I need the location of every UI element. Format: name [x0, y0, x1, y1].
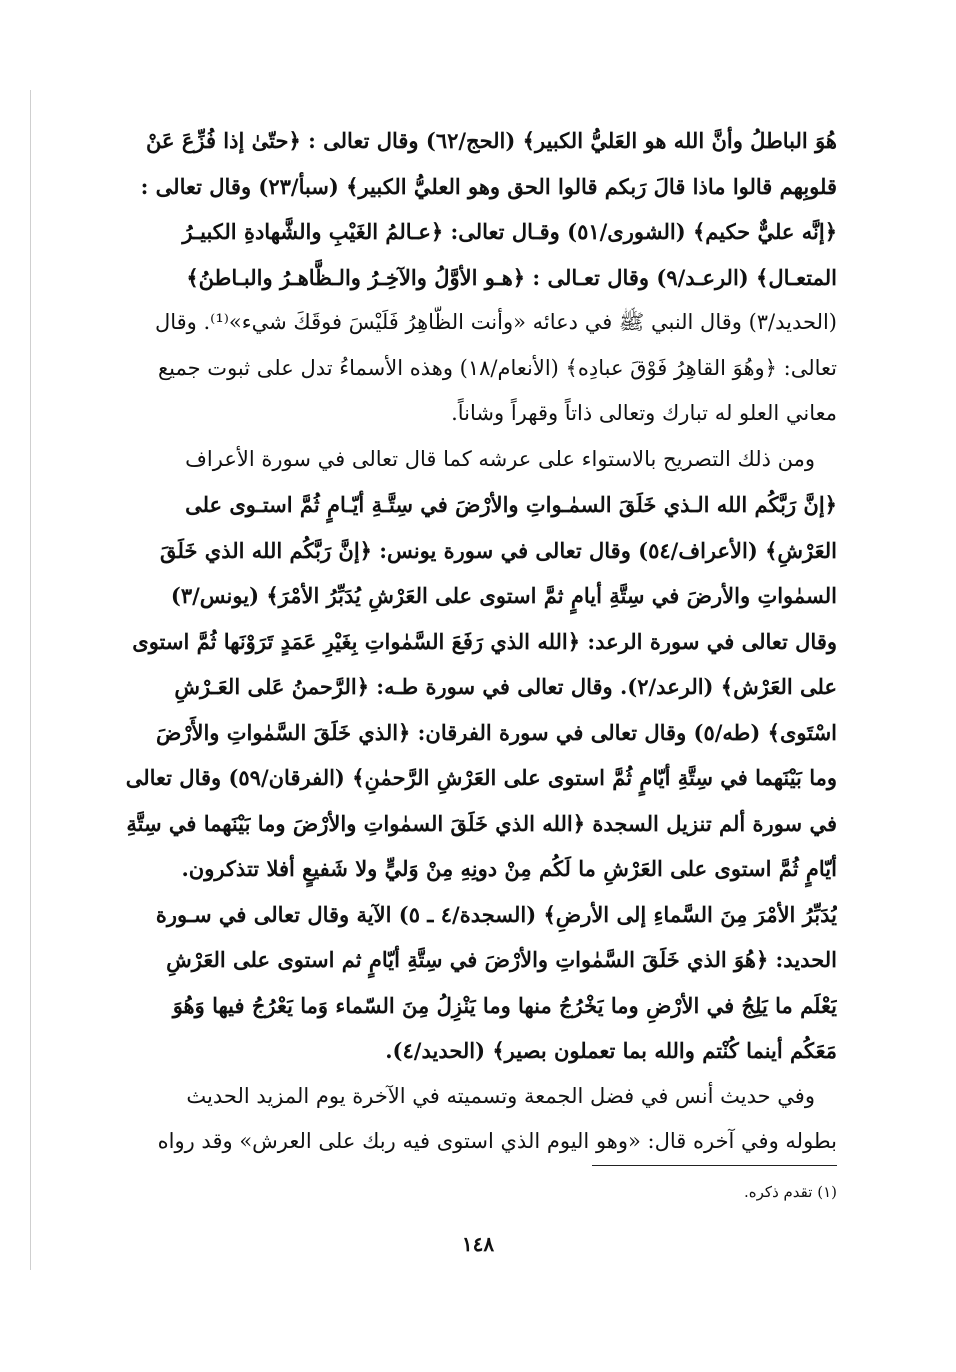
text-line: ﴿إنَّ رَبَّكُم الله الـذي خَلَقَ السمٰـواتِ والأرْضَ في سِتَّـةِ أيّـامٍ ثُمَّ استـوى على	[185, 492, 837, 517]
text-line: يَعْلَم ما يَلِجُ في الأرْضِ وما يَخْرُجُ منها وما يَنْزِلُ مِنَ السّماء وَما يَعْرُجُ فيها وَهُوَ	[172, 992, 837, 1018]
text-line: ﴿إنَّه عليٌّ حكيم﴾ (الشورى/٥١) وقـال تعالى: ﴿عـالمُ الغَيْبِ والشَّهادةِ الكبيـرُ	[182, 219, 837, 244]
text-line: المتعـال﴾ (الرعـد/٩) وقال تعـالى : ﴿هـو الأوَّلُ والآخِـرُ والـظَّاهـرُ والبـاطنُ﴾	[186, 264, 837, 290]
footnote: (١) تقدم ذكره.	[744, 1183, 837, 1201]
text-line: العَرْشِ﴾ (الأعراف/٥٤) وقال تعالى في سورة يونس: ﴿إنَّ رَبَّكُم الله الذي خَلَقَ	[160, 537, 837, 563]
binding-edge-line	[30, 90, 31, 1270]
text-line: تعالى: ﴿وهُوَ القاهِرُ فَوْقَ عبادِه﴾ (الأنعام/١٨) وهذه الأسماءُ تدل على ثبوت جميع	[158, 355, 837, 380]
text-line: في سورة ألم تنزيل السجدة ﴿الله الذي خَلَقَ السمٰواتِ والأرْضَ وما بَيْنَهما في سِتَّةِ	[126, 810, 837, 836]
text-line: على العَرْش﴾ (الرعد/٢). وقال تعالى في سورة طـه: ﴿الرَّحمنُ عَلى العَـرْشِ	[174, 674, 837, 699]
text-line: السمٰواتِ والأرضَ في سِتَّةِ أيامٍ ثمَّ استوى على العَرْشِ يُدَبِّرُ الأمْرَ﴾ (يونس/٣)	[170, 583, 837, 608]
text-line: أيّامٍ ثُمَّ استوى على العَرْشِ ما لَكُم مِنْ دونِهِ مِنْ وَليٍّ ولا شَفيعٍ أفلا تتذكرون.	[181, 856, 837, 881]
text-line: قلوبِهم قالوا ماذا قالَ رَبكم قالوا الحق وهو العليُّ الكبير﴾ (سبأ/٢٣) وقال تعالى :	[140, 173, 837, 199]
text-line: (الحديد/٣) وقال النبي ﷺ في دعائه «وأنت الظّاهِرُ فَلَيْسَ فوقَكَ شيء»⁽¹⁾. وقال	[154, 310, 837, 334]
text-line: مَعَكُم أينما كُنْتم والله بما تعملون بصير﴾ (الحديد/٤).	[385, 1038, 837, 1063]
text-line: يُدَبِّرُ الأمْرَ مِنَ السَّماءِ إلى الأرضِ﴾ (السجدة/٤ ـ ٥) الآية وقال تعالى في سـورة	[155, 901, 837, 927]
text-line: هُوَ الباطلُ وأنَّ الله هو العَليُّ الكبير﴾ (الحج/٦٢) وقال تعالى : ﴿حتّىٰ إذا فُزِّعَ عَنْ	[146, 128, 837, 153]
text-line: بطوله وفي آخره قال: «وهو اليوم الذي استوى فيه ربك على العرش» وقد رواه	[157, 1129, 837, 1153]
footnote-separator	[592, 1165, 837, 1166]
text-line: ومن ذلك التصريح بالاستواء على عرشه كما قال تعالى في سورة الأعراف	[185, 446, 815, 471]
text-line: وفي حديث أنس في فضل الجمعة وتسميته في الآخرة يوم المزيد الحديث	[186, 1083, 815, 1108]
text-line: وقال تعالى في سورة الرعد: ﴿الله الذي رَفَعَ السَّمٰواتِ بِغَيْرِ عَمَدٍ تَرَوْنَها ثُمَّ استوى	[132, 628, 837, 654]
text-line: الحديد: ﴿هُوَ الذي خَلَقَ السَّمٰواتِ والأرْضَ في سِتَّةِ أيّامٍ ثم استوى على العَرْشِ	[166, 947, 837, 972]
text-line: معاني العلو له تبارك وتعالى ذاتاً وقهراً وشاناً.	[451, 401, 837, 425]
page-number: ١٤٨	[461, 1232, 495, 1256]
main-text	[125, 118, 837, 1165]
text-line: اسْتَوى﴾ (طه/٥) وقال تعالى في سورة الفرقان: ﴿الذي خَلَقَ السَّمٰواتِ والأَرْضَ	[155, 719, 837, 745]
text-line: وما بَيْنَهما في سِتَّةِ أيّامٍ ثُمَّ استوى على العَرْشِ الرَّحمٰنِ﴾ (الفرقان/٥٩) وقال تعالى	[125, 765, 837, 790]
